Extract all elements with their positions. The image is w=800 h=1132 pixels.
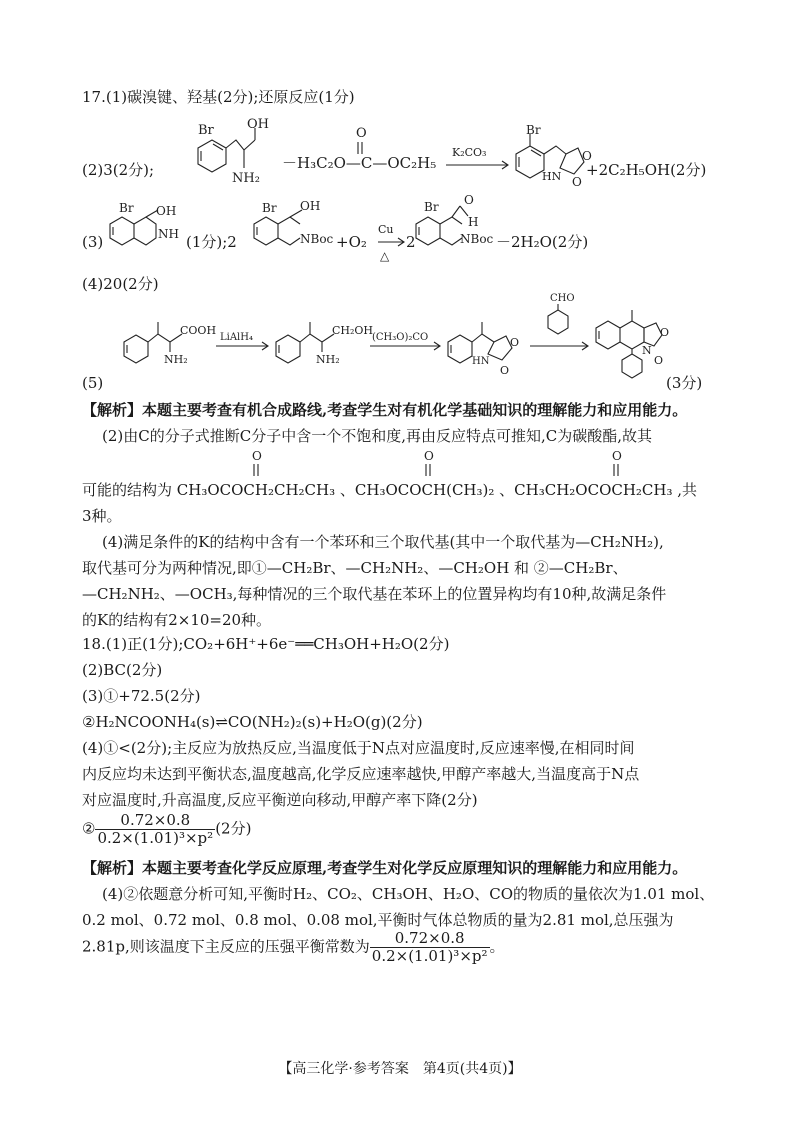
nboc-label: NBoc [460,232,494,246]
q17-answer-2-suffix: +2C₂H₅OH(2分) [586,161,707,179]
q18-kp-numerator: 0.72×0.8 [95,812,215,830]
br-label: Br [119,201,134,215]
carbonyl-o-label: O [572,175,582,189]
q17-analysis-4-line2: 取代基可分为两种情况,即①—CH₂Br、—CH₂NH₂、—CH₂OH 和 ②—CH₂Br、 [82,559,628,577]
q17-2-amino-alcohol-structure [180,112,280,202]
q17-analysis-4-line1: (4)满足条件的K的结构中含有一个苯环和三个取代基(其中一个取代基为—CH₂NH₂), [102,533,664,551]
lialh4-label: LiAlH₄ [220,332,253,343]
q18-answer-4-2 [82,812,251,847]
q17-analysis-2-line3: 3种。 [82,507,122,525]
oh-label: OH [247,117,269,132]
cho-label: CHO [550,293,575,304]
q17-answer-3-score: (1分);2 [186,233,237,251]
br-label: Br [262,201,277,215]
cu-label: Cu [378,223,394,236]
q18-answer-4-line1: (4)①<(2分);主反应为放热反应,当温度低于N点对应温度时,反应速率慢,在相同时间 [82,739,635,757]
q17-answer-3-suffix: －2H₂O(2分) [496,233,589,251]
q18-kp-denominator: 0.2×(1.01)³×p² [97,829,214,847]
q17-answer-5-prefix: (5) [82,374,104,392]
nh2-label: NH₂ [316,353,340,366]
page-footer: 【高三化学·参考答案 第4页(共4页)】 [278,1061,522,1077]
ring-o-label: O [582,149,592,163]
aldehyde-o-label: O [464,193,474,207]
q17-answer-3-prefix: (3) [82,233,104,251]
q18-analysis-title: 【解析】本题主要考查化学反应原理,考查学生对化学反应原理知识的理解能力和应用能力。 [82,859,688,877]
ring-n-label: N [642,344,652,357]
br-label: Br [424,200,439,214]
q17-carbonyl-marks [82,448,722,484]
q18-analysis-denominator: 0.2×(1.01)³×p² [371,947,488,965]
q18-analysis-line3-end: 。 [489,937,505,956]
q18-answer-3: (3)①+72.5(2分) [82,687,201,705]
carbonyl-o-1: O [252,449,262,463]
q17-5-synthesis-route [82,290,722,390]
br-label: Br [198,123,214,138]
q17-3-nboc-alcohol [250,200,340,260]
oh-label: OH [300,199,321,213]
q18-score: (2分) [215,819,252,838]
carbonate-formula: －H₃C₂O—C—OC₂H₅ [282,154,437,172]
q18-answer-1: 18.(1)正(1分);CO₂+6H⁺+6e⁻══CH₃OH+H₂O(2分) [82,635,450,653]
q18-answer-2: (2)BC(2分) [82,661,163,679]
ch2oh-label: CH₂OH [332,324,374,337]
nh2-label: NH₂ [164,353,188,366]
q18-analysis-line3-text: 2.81p,则该温度下主反应的压强平衡常数为 [82,937,370,956]
dimethyl-carbonate-label: (CH₃O)₂CO [372,332,429,343]
carbonyl-o-label: O [356,126,367,141]
ring-o-label: O [660,326,670,339]
q18-kp-fraction [95,812,215,847]
carbonyl-o-label: O [654,354,664,367]
q17-answer-4: (4)20(2分) [82,275,159,293]
q18-analysis-numerator: 0.72×0.8 [370,930,490,948]
cooh-label: COOH [180,324,217,337]
q18-circle-2: ② [82,819,96,838]
product-coefficient: 2 [406,233,416,251]
heat-label: △ [380,249,390,263]
q17-3-nboc-aldehyde [412,193,502,258]
q17-answer-5-score: (3分) [666,374,703,392]
q17-analysis-4-line3: —CH₂NH₂、—OCH₃,每种情况的三个取代基在苯环上的位置异构均有10种,故满足条件 [82,585,667,603]
oh-label: OH [156,204,177,218]
carbonyl-o-label: O [500,364,510,377]
q18-analysis-line2: 0.2 mol、0.72 mol、0.8 mol、0.08 mol,平衡时气体总物质的量为2.81 mol,总压强为 [82,911,674,929]
ring-o-label: O [510,336,520,349]
q17-answer-2-prefix: (2)3(2分); [82,161,155,179]
q18-analysis-fraction [370,930,490,965]
q17-3-isoquinoline-alcohol [104,200,184,260]
q17-analysis-4-line4: 的K的结构有2×10=20种。 [82,611,272,629]
hn-label: HN [472,356,490,367]
q17-analysis-title: 【解析】本题主要考查有机合成路线,考查学生对有机化学基础知识的理解能力和应用能力。 [82,401,688,419]
aldehyde-h-label: H [468,215,479,229]
nboc-label: NBoc [300,232,334,246]
carbonyl-o-3: O [612,449,622,463]
k2co3-label: K₂CO₃ [452,146,487,159]
q18-answer-3-2: ②H₂NCOONH₄(s)⇌CO(NH₂)₂(s)+H₂O(g)(2分) [82,713,423,731]
nh2-label: NH₂ [232,171,260,186]
q17-analysis-2-line2: 可能的结构为 CH₃OCOCH₂CH₂CH₃ 、CH₃OCOCH(CH₃)₂ 、CH₃CH₂OCOCH₂CH₃ ,共 [82,481,698,499]
q17-2-reaction-arrow [444,145,514,175]
q18-analysis-line1: (4)②依题意分析可知,平衡时H₂、CO₂、CH₃OH、H₂O、CO的物质的量依次为1.01 mol、 [102,885,715,903]
q17-2-carbonate-structure [282,122,442,172]
q17-answer-1: 17.(1)碳溴键、羟基(2分);还原反应(1分) [82,88,355,106]
q18-answer-4-line3: 对应温度时,升高温度,反应平衡逆向移动,甲醇产率下降(2分) [82,791,478,809]
q18-analysis-line3 [82,930,505,965]
carbonyl-o-2: O [424,449,434,463]
nh-label: NH [158,227,179,241]
q17-analysis-2-line1: (2)由C的分子式推断C分子中含一个不饱和度,再由反应特点可推知,C为碳酸酯,故其 [102,427,652,445]
q17-3-reaction-arrow [376,222,416,266]
hn-label: HN [542,170,562,183]
br-label: Br [526,123,541,137]
q17-answer-3-o2: +O₂ [336,233,367,251]
q18-answer-4-line2: 内反应均未达到平衡状态,温度越高,化学反应速率越快,甲醇产率越大,当温度高于N点 [82,765,640,783]
